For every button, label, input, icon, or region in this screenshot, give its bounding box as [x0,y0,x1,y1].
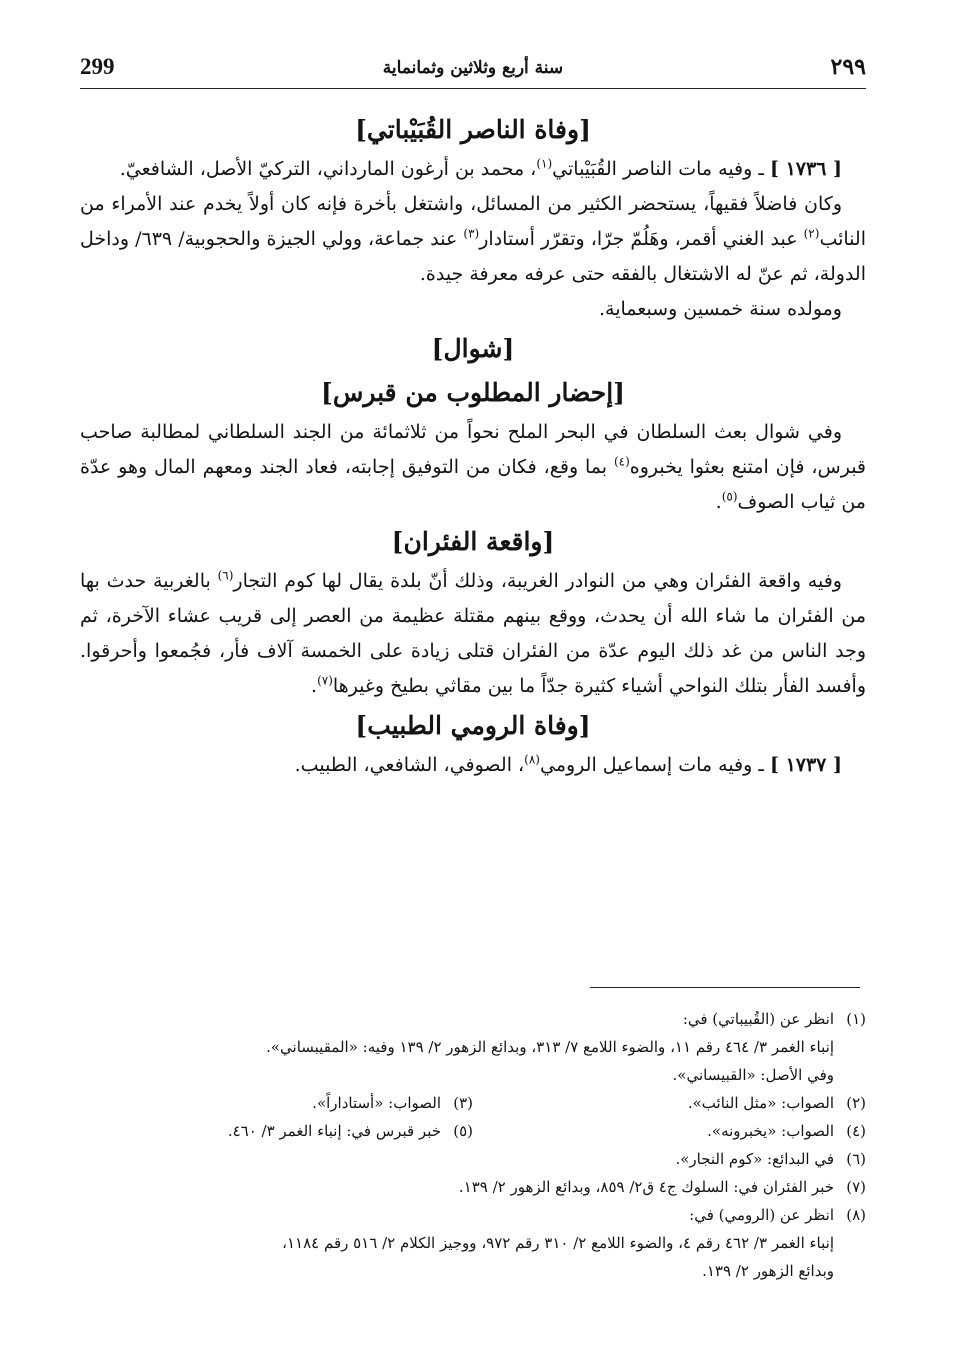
footnote-text: وبدائع الزهور ٢/ ١٣٩. [702,1262,834,1280]
footnote-rule [590,987,860,988]
heading-mice: [واقعة الفئران] [391,527,555,556]
footnote-ref[interactable]: (٣) [463,226,480,241]
text-run: وفي شوال بعث السلطان في البحر الملح نحواً من ثلاثمائة من الجند السلطاني لمطالبة صاحب قبرس، فإن امتنع بعثوا يخبروه [80,421,867,478]
main-text [80,108,866,783]
heading-shawwal: [شوال] [431,334,515,363]
footnote-pair [80,1089,866,1117]
footnote-text: إنباء الغمر ٣/ ٤٦٤ رقم ١١، والضوء اللامع ٧/ ٣١٣، وبدائع الزهور ٢/ ١٣٩ وفيه: «المقيبساني». [266,1038,834,1056]
footnote [80,1173,866,1201]
paragraph [80,415,866,520]
footnote-number: (٢) [846,1094,866,1112]
paragraph: ومولده سنة خمسين وسبعماية. [598,298,842,320]
footnote-text: الصواب: «مثل النائب». [687,1094,834,1112]
text-run: وفيه واقعة الفئران وهي من النوادر الغريبة، وذلك أنّ بلدة يقال لها كوم التجار [233,570,842,592]
footnote-number: (٥) [453,1122,473,1140]
entry-number: [ ١٧٣٧ ] [769,754,842,776]
footnote-ref[interactable]: (٢) [803,226,820,241]
footnote-number: (٦) [846,1150,866,1168]
footnote-text: وفي الأصل: «القبيساني». [672,1066,834,1084]
paragraph [80,748,866,783]
text-run: ، الصوفي، الشافعي، الطبيب. [294,754,525,776]
footnote-text: الصواب: «أستاداراً». [312,1094,441,1112]
footnote [80,1005,866,1033]
heading-death-rumi: [وفاة الرومي الطبيب] [355,711,591,740]
footnote-ref[interactable]: (٥) [721,489,738,504]
paragraph [80,187,866,292]
footnote-text: الصواب: «يخبرونه». [707,1122,834,1140]
running-header [80,48,866,88]
paragraph [80,564,866,704]
footnote-text: انظر عن (الرومي) في: [689,1206,834,1224]
footnote-text: في البدائع: «كوم النجار». [675,1150,834,1168]
text-run: بما وقع، فكان من التوفيق إجابته، فعاد الجند ومعهم المال وهو عدّة من ثياب الصوف [80,456,866,513]
footnote-ref[interactable]: (٤) [613,454,630,469]
text-run: ، محمد بن أرغون المارداني، التركيّ الأصل، الشافعيّ. [119,158,537,180]
footnote-ref[interactable]: (٧) [317,673,333,688]
running-title: سنة أربع وثلاثين وثمانماية [382,58,564,78]
footnote-text: خبر قبرس في: إنباء الغمر ٣/ ٤٦٠. [227,1122,441,1140]
text-run: . [311,675,318,697]
heading-death-nasir: [وفاة الناصر القُبَيْباتي] [355,115,591,144]
footnote-text: إنباء الغمر ٣/ ٤٦٢ رقم ٤، والضوء اللامع ٢/ ٣١٠ رقم ٩٧٢، ووجيز الكلام ٢/ ٥١٦ رقم ١١٨٤، [282,1234,834,1252]
footnote-number: (٧) [846,1178,866,1196]
text-run: بالغربية حدث بها من الفئران ما شاء الله أن يحدث، ووقع بينهم مقتلة عظيمة من العصر إلى قريب عشاء الآخرة، ثم وجد الناس من غد ذلك اليوم عدّة من الفئران قتلى زيادة على الخمسة آلاف فأر، فجُمعوا وأحرقوا. وأفسد الفأر بتلك النواحي أشياء كثيرة جدّاً ما بين مقاثي بطيخ وغيرها [80,570,866,697]
footnote [80,1145,866,1173]
entry-number: [ ١٧٣٦ ] [769,158,842,180]
footnote-number: (٣) [453,1094,473,1112]
text-run: عبد الغني أقمر، وهَلُمّ جرّا، وتقرّر أستادار [479,228,804,250]
footnote-ref[interactable]: (٨) [524,752,540,767]
footnote-text: خبر الفئران في: السلوك ج٤ ق٢/ ٨٥٩، وبدائع الزهور ٢/ ١٣٩. [458,1178,834,1196]
paragraph [80,152,866,187]
header-rule [80,88,866,89]
text-run: وكان فاضلاً فقيهاً، يستحضر الكثير من المسائل، واشتغل بأخرة فإنه كان أولاً يخدم عند الأمراء من النائب [80,193,866,250]
footnote-ref[interactable]: (١) [536,156,553,171]
page-number-arabic: ٢٩٩ [830,54,866,80]
footnote-pair [80,1117,866,1145]
text-run: ـ وفيه مات إسماعيل الرومي [539,754,770,776]
footnote-number: (١) [846,1010,866,1028]
footnote-ref[interactable]: (٦) [217,568,234,583]
heading-cyprus: [إحضار المطلوب من قبرس] [320,378,626,407]
footnotes [80,1005,866,1285]
text-run: ـ وفيه مات الناصر القُبَيْباتي [552,158,770,180]
footnote-number: (٤) [846,1122,866,1140]
footnote [80,1201,866,1229]
footnote-text: انظر عن (القُبيباتي) في: [682,1010,834,1028]
text-run: . [715,491,722,513]
text-run: عند جماعة، وولي الجيزة والحجوبية/ ٦٣٩/ وداخل الدولة، ثم عنّ له الاشتغال بالفقه حتى عرفه معرفة جيدة. [80,228,866,285]
page-number-latin: 299 [80,54,115,79]
footnote-number: (٨) [846,1206,866,1224]
